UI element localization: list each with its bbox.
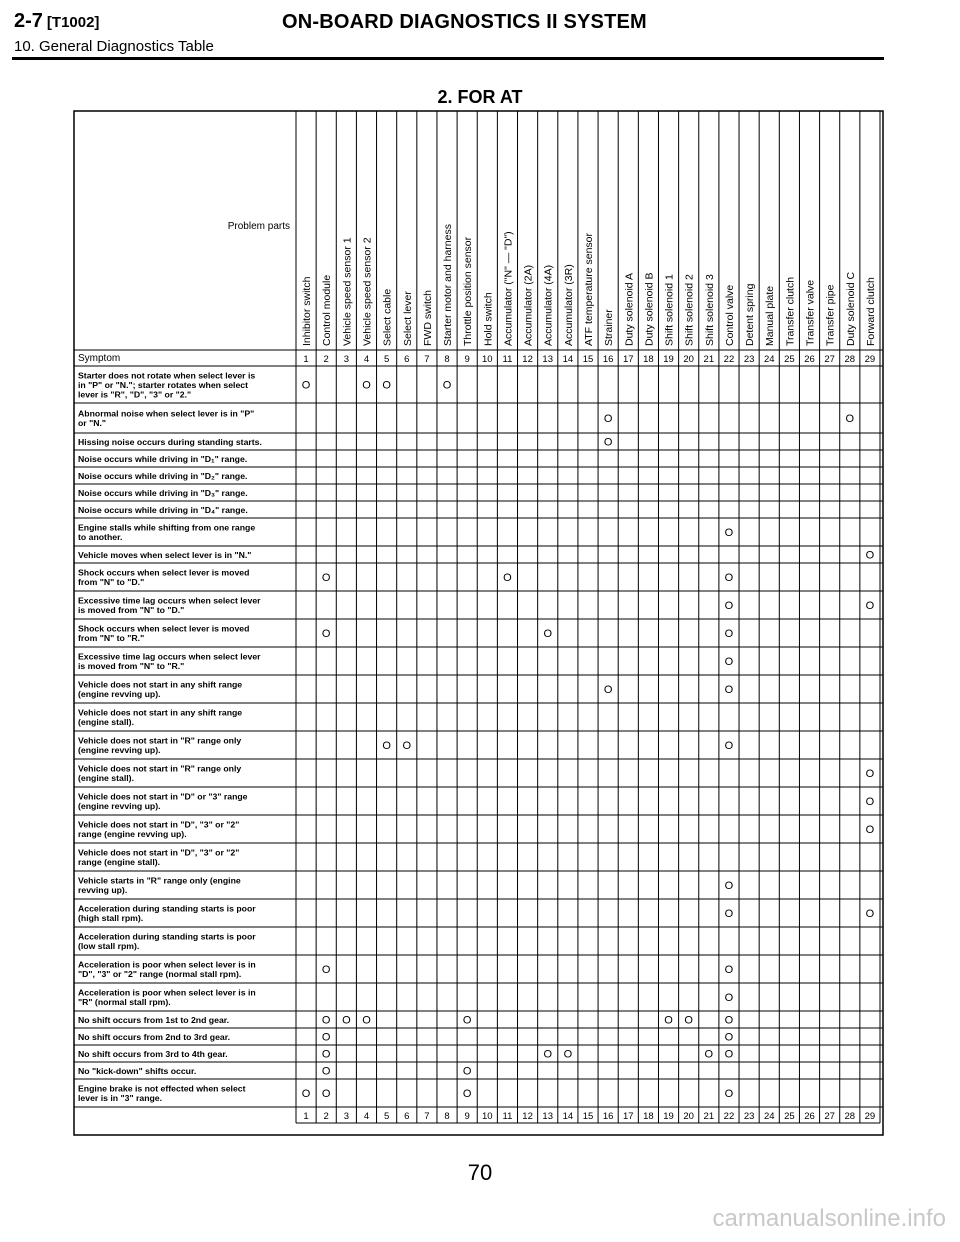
check-mark: O bbox=[724, 572, 734, 584]
check-mark: O bbox=[301, 1088, 311, 1100]
symptom-text: Vehicle does not start in "D", "3" or "2" bbox=[78, 819, 240, 830]
check-mark: O bbox=[724, 600, 734, 612]
check-mark: O bbox=[321, 1065, 331, 1078]
column-number: 9 bbox=[464, 354, 470, 365]
check-mark: O bbox=[845, 413, 855, 425]
column-number-bottom: 16 bbox=[602, 1111, 614, 1122]
check-mark: O bbox=[462, 1088, 472, 1100]
column-number-bottom: 15 bbox=[582, 1111, 594, 1122]
column-number: 26 bbox=[804, 354, 815, 365]
check-mark: O bbox=[321, 1048, 331, 1061]
check-mark: O bbox=[865, 768, 875, 780]
check-mark: O bbox=[321, 1031, 331, 1044]
symptom-text: Noise occurs while driving in "D₄" range. bbox=[78, 504, 248, 515]
symptom-text: Vehicle does not start in "R" range only bbox=[78, 735, 242, 746]
part-name: Transfer pipe bbox=[824, 284, 837, 346]
symptom-text: from "N" to "D." bbox=[78, 577, 145, 587]
check-mark: O bbox=[724, 656, 734, 668]
check-mark: O bbox=[724, 628, 734, 640]
symptom-text: No shift occurs from 2nd to 3rd gear. bbox=[78, 1031, 231, 1042]
column-number-bottom: 8 bbox=[444, 1111, 450, 1122]
column-number: 3 bbox=[343, 354, 349, 365]
check-mark: O bbox=[563, 1048, 573, 1061]
check-mark: O bbox=[321, 628, 331, 640]
check-mark: O bbox=[724, 908, 734, 920]
part-name: Accumulator ("N" — "D") bbox=[502, 231, 515, 346]
symptom-text: Vehicle does not start in any shift range bbox=[78, 679, 243, 690]
symptom-text: (engine revving up). bbox=[78, 745, 161, 755]
column-number: 7 bbox=[424, 354, 430, 365]
part-name: Detent spring bbox=[744, 283, 757, 346]
column-number: 21 bbox=[703, 354, 715, 365]
part-name: Control valve bbox=[723, 284, 736, 346]
check-mark: O bbox=[724, 1014, 734, 1027]
column-number: 1 bbox=[303, 354, 309, 365]
column-number-bottom: 26 bbox=[804, 1111, 815, 1122]
check-mark: O bbox=[321, 1088, 331, 1100]
column-number-bottom: 1 bbox=[303, 1111, 309, 1122]
check-mark: O bbox=[704, 1048, 714, 1061]
check-mark: O bbox=[724, 1048, 734, 1061]
part-name: ATF temperature sensor bbox=[583, 232, 595, 346]
column-number: 17 bbox=[622, 354, 634, 365]
check-mark: O bbox=[321, 964, 331, 976]
column-number-bottom: 9 bbox=[464, 1111, 470, 1122]
check-mark: O bbox=[342, 1014, 351, 1027]
check-mark: O bbox=[664, 1014, 673, 1027]
column-number: 5 bbox=[383, 354, 390, 365]
part-name: Duty solenoid A bbox=[623, 273, 636, 346]
check-mark: O bbox=[603, 413, 613, 425]
symptom-text: (engine stall). bbox=[78, 717, 134, 727]
column-number: 28 bbox=[844, 354, 856, 365]
page-title: ON-BOARD DIAGNOSTICS II SYSTEM bbox=[282, 11, 647, 33]
symptom-text: is moved from "N" to "R." bbox=[78, 661, 185, 671]
column-number: 22 bbox=[723, 354, 735, 365]
check-mark: O bbox=[724, 527, 734, 539]
column-number-bottom: 13 bbox=[542, 1111, 554, 1122]
part-name: Shift solenoid 3 bbox=[703, 274, 716, 346]
column-number-bottom: 23 bbox=[743, 1111, 755, 1122]
symptom-text: Vehicle does not start in "R" range only bbox=[78, 763, 242, 774]
part-name: Duty solenoid B bbox=[643, 272, 656, 346]
check-mark: O bbox=[865, 796, 875, 808]
symptom-text: Acceleration during standing starts is poor bbox=[78, 903, 256, 914]
column-number-bottom: 28 bbox=[844, 1111, 856, 1122]
check-mark: O bbox=[724, 992, 734, 1004]
column-number-bottom: 11 bbox=[502, 1111, 513, 1122]
column-number: 8 bbox=[444, 354, 450, 365]
column-number: 4 bbox=[363, 354, 370, 365]
column-number: 29 bbox=[864, 354, 876, 365]
check-mark: O bbox=[724, 880, 734, 892]
part-name: Accumulator (2A) bbox=[522, 264, 535, 346]
check-mark: O bbox=[865, 600, 875, 612]
check-mark: O bbox=[865, 824, 875, 836]
part-name: Manual plate bbox=[764, 285, 777, 346]
part-name: FWD switch bbox=[421, 290, 434, 346]
symptom-text: Acceleration during standing starts is poor bbox=[78, 931, 256, 942]
column-number: 16 bbox=[602, 354, 614, 365]
part-name: Vehicle speed sensor 2 bbox=[361, 237, 374, 346]
column-number: 24 bbox=[763, 354, 775, 365]
watermark: carmanualsonline.info bbox=[712, 1205, 946, 1232]
column-number: 13 bbox=[542, 354, 554, 365]
symptom-text: Starter does not rotate when select lever is bbox=[78, 370, 256, 381]
check-mark: O bbox=[503, 572, 512, 584]
column-number-bottom: 18 bbox=[643, 1111, 654, 1122]
symptom-text: lever is in "3" range. bbox=[78, 1093, 163, 1103]
check-mark: O bbox=[462, 1014, 472, 1027]
check-mark: O bbox=[321, 1014, 331, 1027]
check-mark: O bbox=[724, 1088, 734, 1100]
check-mark: O bbox=[402, 740, 412, 752]
part-name: Select cable bbox=[381, 288, 394, 346]
part-name: Transfer valve bbox=[804, 279, 817, 346]
part-name: Control module bbox=[321, 274, 334, 346]
problem-parts-label: Problem parts bbox=[227, 221, 290, 232]
check-mark: O bbox=[301, 379, 311, 392]
page-number: 70 bbox=[467, 1160, 493, 1185]
column-number-bottom: 2 bbox=[323, 1111, 329, 1122]
symptom-text: No shift occurs from 1st to 2nd gear. bbox=[78, 1014, 230, 1025]
check-mark: O bbox=[382, 740, 391, 752]
part-name: Select lever bbox=[401, 291, 414, 346]
column-number: 6 bbox=[404, 354, 410, 365]
symptom-text: No shift occurs from 3rd to 4th gear. bbox=[78, 1048, 228, 1059]
column-number-bottom: 12 bbox=[522, 1111, 533, 1122]
symptom-text: Vehicle does not start in "D" or "3" range bbox=[78, 791, 248, 802]
symptom-text: Acceleration is poor when select lever is in bbox=[78, 987, 256, 998]
column-number-bottom: 7 bbox=[424, 1111, 430, 1122]
column-number-bottom: 10 bbox=[482, 1111, 493, 1122]
part-name: Accumulator (4A) bbox=[542, 264, 555, 346]
column-number-bottom: 4 bbox=[363, 1111, 370, 1122]
symptom-text: Acceleration is poor when select lever is in bbox=[78, 959, 256, 970]
part-name: Hold switch bbox=[482, 292, 495, 346]
page-subtitle: 10. General Diagnostics Table bbox=[14, 38, 214, 55]
symptom-text: Vehicle moves when select lever is in "N." bbox=[78, 549, 252, 560]
check-mark: O bbox=[603, 684, 613, 696]
column-number: 20 bbox=[683, 354, 694, 365]
symptom-text: or "N." bbox=[78, 418, 107, 428]
column-number: 10 bbox=[482, 354, 493, 365]
symptom-text: from "N" to "R." bbox=[78, 633, 145, 643]
symptom-text: range (engine revving up). bbox=[78, 829, 187, 839]
part-name: Starter motor and harness bbox=[442, 224, 455, 346]
part-name: Shift solenoid 2 bbox=[683, 274, 696, 346]
check-mark: O bbox=[362, 379, 371, 392]
column-number-bottom: 5 bbox=[383, 1111, 390, 1122]
check-mark: O bbox=[865, 908, 875, 920]
column-number: 23 bbox=[743, 354, 755, 365]
column-number: 18 bbox=[643, 354, 654, 365]
part-name: Vehicle speed sensor 1 bbox=[341, 237, 354, 346]
symptom-text: lever is "R", "D", "3" or "2." bbox=[78, 389, 192, 400]
check-mark: O bbox=[684, 1014, 693, 1027]
symptom-text: Engine stalls while shifting from one range bbox=[78, 522, 256, 533]
check-mark: O bbox=[362, 1014, 371, 1027]
column-number-bottom: 6 bbox=[404, 1111, 410, 1122]
part-name: Throttle position sensor bbox=[462, 236, 475, 346]
symptom-text: "R" (normal stall rpm). bbox=[78, 997, 171, 1007]
column-number: 14 bbox=[562, 354, 574, 365]
column-number-bottom: 17 bbox=[622, 1111, 634, 1122]
check-mark: O bbox=[865, 549, 875, 562]
symptom-text: (low stall rpm). bbox=[78, 941, 140, 951]
check-mark: O bbox=[724, 1031, 734, 1044]
symptom-text: (engine revving up). bbox=[78, 689, 161, 699]
section-code-ref: [T1002] bbox=[46, 14, 100, 31]
column-number-bottom: 3 bbox=[343, 1111, 349, 1122]
column-number-bottom: 25 bbox=[784, 1111, 795, 1122]
symptom-text: is moved from "N" to "D." bbox=[78, 605, 185, 615]
check-mark: O bbox=[442, 379, 452, 392]
column-number-bottom: 21 bbox=[703, 1111, 715, 1122]
column-number: 27 bbox=[824, 354, 835, 365]
section-code-number: 2-7 bbox=[14, 10, 43, 32]
symptom-text: Excessive time lag occurs when select lever bbox=[78, 651, 261, 662]
symptom-text: Noise occurs while driving in "D₂" range. bbox=[78, 470, 248, 481]
column-number-bottom: 24 bbox=[763, 1111, 775, 1122]
column-number: 12 bbox=[522, 354, 533, 365]
symptom-text: Excessive time lag occurs when select lever bbox=[78, 595, 261, 606]
symptom-label: Symptom bbox=[78, 353, 121, 364]
part-name: Forward clutch bbox=[864, 277, 877, 346]
part-name: Duty solenoid C bbox=[844, 271, 857, 346]
symptom-text: (high stall rpm). bbox=[78, 913, 144, 923]
symptom-text: to another. bbox=[78, 532, 123, 542]
section-title: 2. FOR AT bbox=[437, 87, 523, 107]
check-mark: O bbox=[462, 1065, 472, 1078]
part-name: Shift solenoid 1 bbox=[663, 274, 676, 346]
column-number: 15 bbox=[582, 354, 594, 365]
symptom-text: Noise occurs while driving in "D₁" range. bbox=[78, 453, 248, 464]
column-number: 19 bbox=[663, 354, 674, 365]
symptom-text: Vehicle does not start in any shift range bbox=[78, 707, 243, 718]
column-number-bottom: 27 bbox=[824, 1111, 835, 1122]
symptom-text: (engine stall). bbox=[78, 773, 134, 783]
symptom-text: revving up). bbox=[78, 885, 128, 895]
column-number-bottom: 19 bbox=[663, 1111, 674, 1122]
check-mark: O bbox=[724, 740, 734, 752]
column-number-bottom: 22 bbox=[723, 1111, 735, 1122]
part-name: Transfer clutch bbox=[784, 276, 797, 346]
column-number-bottom: 20 bbox=[683, 1111, 694, 1122]
column-number: 25 bbox=[784, 354, 795, 365]
symptom-text: "D", "3" or "2" range (normal stall rpm). bbox=[78, 969, 242, 979]
check-mark: O bbox=[543, 1048, 553, 1061]
check-mark: O bbox=[321, 572, 331, 584]
part-name: Strainer bbox=[603, 309, 616, 346]
symptom-text: Abnormal noise when select lever is in "P" bbox=[78, 408, 255, 419]
symptom-text: Vehicle does not start in "D", "3" or "2" bbox=[78, 847, 240, 858]
symptom-text: Noise occurs while driving in "D₃" range. bbox=[78, 487, 248, 498]
check-mark: O bbox=[543, 628, 553, 640]
check-mark: O bbox=[382, 379, 391, 392]
check-mark: O bbox=[724, 684, 734, 696]
column-number-bottom: 14 bbox=[562, 1111, 574, 1122]
symptom-text: Vehicle starts in "R" range only (engine bbox=[78, 875, 241, 886]
column-number: 2 bbox=[323, 354, 329, 365]
symptom-text: Hissing noise occurs during standing starts. bbox=[78, 436, 262, 447]
part-name: Accumulator (3R) bbox=[562, 264, 575, 346]
symptom-text: No "kick-down" shifts occur. bbox=[78, 1065, 197, 1076]
column-number: 11 bbox=[502, 354, 513, 365]
symptom-text: (engine revving up). bbox=[78, 801, 161, 811]
symptom-text: Shock occurs when select lever is moved bbox=[78, 567, 250, 578]
symptom-text: Shock occurs when select lever is moved bbox=[78, 623, 250, 634]
check-mark: O bbox=[603, 436, 613, 449]
column-number-bottom: 29 bbox=[864, 1111, 876, 1122]
check-mark: O bbox=[724, 964, 734, 976]
symptom-text: range (engine stall). bbox=[78, 857, 161, 867]
symptom-text: Engine brake is not effected when select bbox=[78, 1083, 246, 1094]
symptom-text: in "P" or "N."; starter rotates when select bbox=[78, 379, 249, 390]
part-name: Inhibitor switch bbox=[301, 276, 314, 346]
